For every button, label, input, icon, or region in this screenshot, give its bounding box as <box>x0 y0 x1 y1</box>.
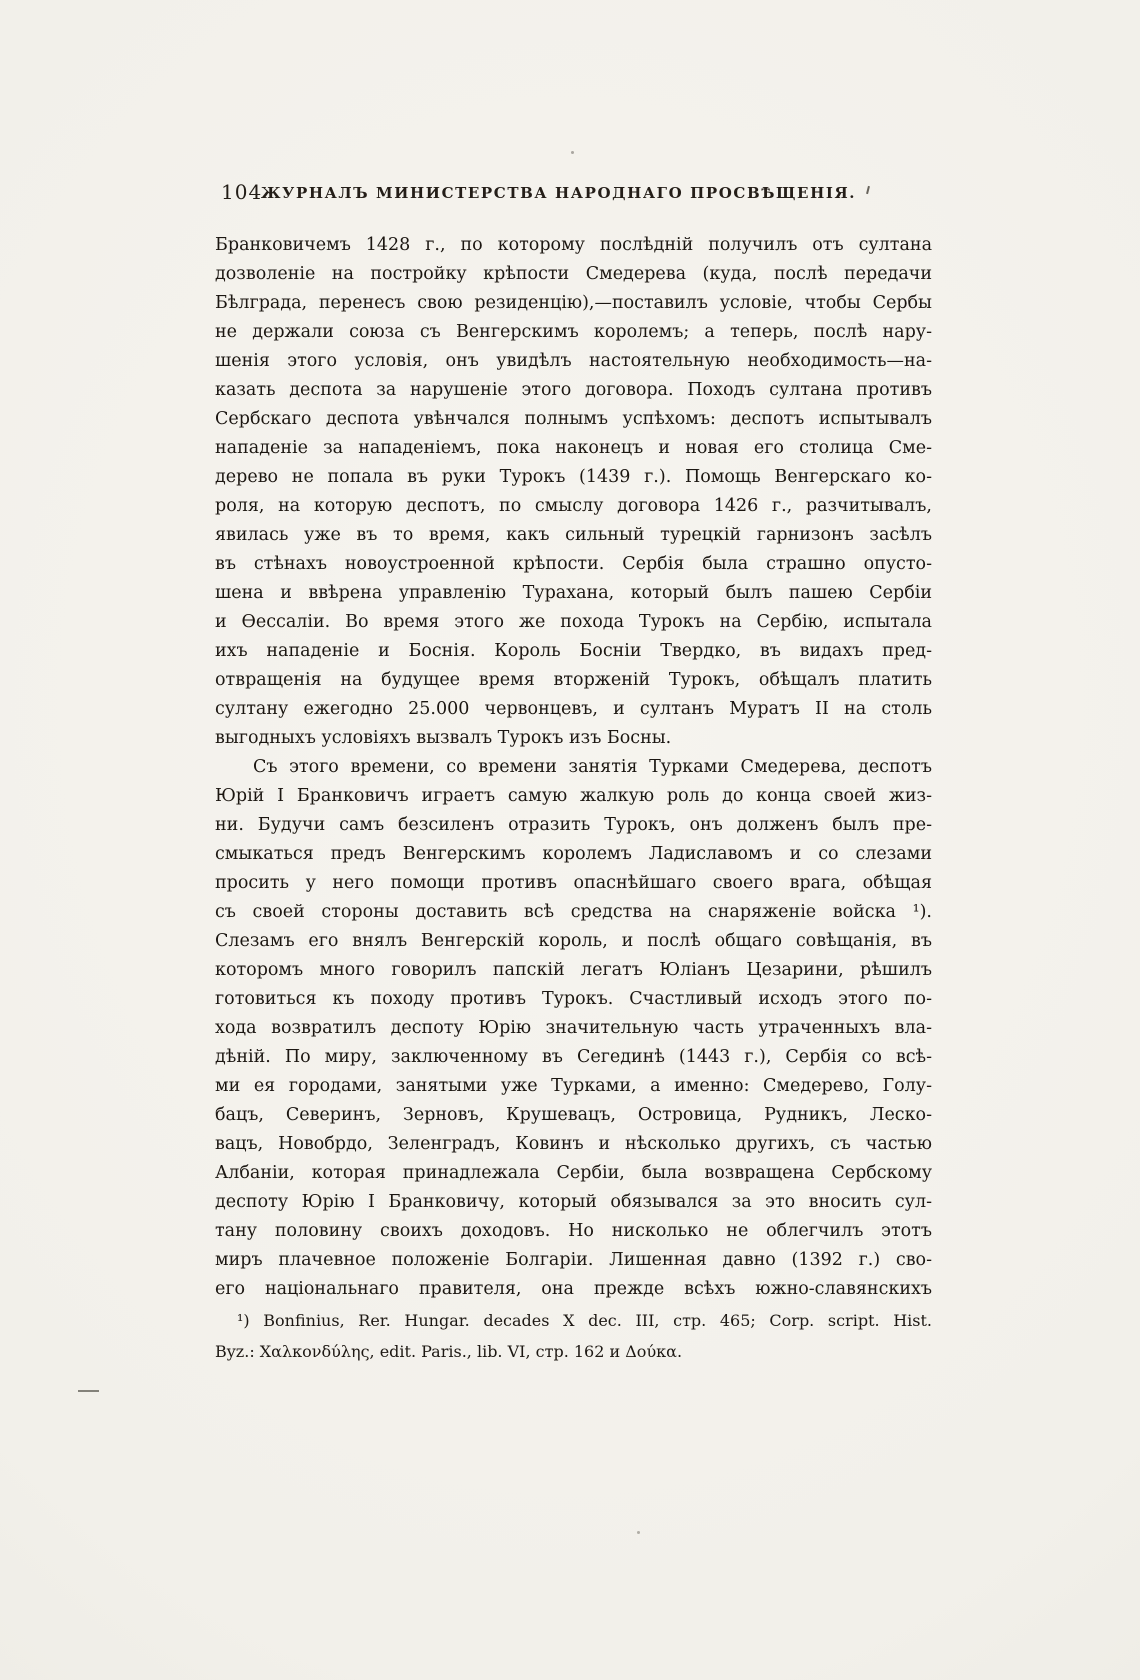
page-header <box>215 180 932 208</box>
text-line: которомъ много говорилъ папскій легатъ Юліанъ Цезарини, рѣшилъ <box>215 960 932 980</box>
text-line: и Ѳессаліи. Во время этого же похода Турокъ на Сербію, испытала <box>215 612 932 632</box>
text-line: съ своей стороны доставить всѣ средства на снаряженіе войска ¹). <box>215 902 932 922</box>
text-line: Слезамъ его внялъ Венгерскій король, и послѣ общаго совѣщанія, въ <box>215 931 932 951</box>
text-line: Съ этого времени, со времени занятія Турками Смедерева, деспотъ <box>253 757 932 777</box>
text-line: Сербскаго деспота увѣнчался полнымъ успѣхомъ: деспотъ испытывалъ <box>215 409 932 429</box>
body-paragraphs <box>215 231 932 1304</box>
text-line: дѣній. По миру, заключенному въ Сегединѣ (1443 г.), Сербія со всѣ- <box>215 1047 932 1067</box>
paragraph <box>215 231 932 753</box>
text-line: Албаніи, которая принадлежала Сербіи, была возвращена Сербскому <box>215 1163 932 1183</box>
text-line: его національнаго правителя, она прежде всѣхъ южно-славянскихъ <box>215 1279 932 1299</box>
text-line: явилась уже въ то время, какъ сильный турецкій гарнизонъ засѣлъ <box>215 525 932 545</box>
text-line: отвращенія на будущее время вторженій Турокъ, обѣщалъ платить <box>215 670 932 690</box>
text-line: смыкаться предъ Венгерскимъ королемъ Ладиславомъ и со слезами <box>215 844 932 864</box>
text-line: ми ея городами, занятыми уже Турками, а именно: Смедерево, Голу- <box>215 1076 932 1096</box>
footnote <box>215 1306 932 1367</box>
text-line: деспоту Юрію I Бранковичу, который обязывался за это вносить сул- <box>215 1192 932 1212</box>
text-line: въ стѣнахъ новоустроенной крѣпости. Сербія была страшно опусто- <box>215 554 932 574</box>
text-line: Юрій I Бранковичъ играетъ самую жалкую роль до конца своей жиз- <box>215 786 932 806</box>
text-line: миръ плачевное положеніе Болгаріи. Лишенная давно (1392 г.) сво- <box>215 1250 932 1270</box>
text-line: ни. Будучи самъ безсиленъ отразить Турокъ, онъ долженъ былъ пре- <box>215 815 932 835</box>
text-line: Бранковичемъ 1428 г., по которому послѣдній получилъ отъ султана <box>215 235 932 255</box>
text-line: не держали союза съ Венгерскимъ королемъ; а теперь, послѣ нару- <box>215 322 932 342</box>
text-line: дозволеніе на постройку крѣпости Смедерева (куда, послѣ передачи <box>215 264 932 284</box>
page-number: 104 <box>221 180 263 204</box>
text-line: ихъ нападеніе и Боснія. Король Босніи Твердко, въ видахъ пред- <box>215 641 932 661</box>
text-line: шена и ввѣрена управленію Турахана, который былъ пашею Сербіи <box>215 583 932 603</box>
scan-speck-bottom <box>637 1531 640 1534</box>
running-title: ЖУРНАЛЪ МИНИСТЕРСТВА НАРОДНАГО ПРОСВѢЩЕНІЯ. <box>260 184 857 202</box>
text-line: роля, на которую деспотъ, по смыслу договора 1426 г., разчитывалъ, <box>215 496 932 516</box>
text-line: дерево не попала въ руки Турокъ (1439 г.). Помощь Венгерскаго ко- <box>215 467 932 487</box>
text-line: Бѣлграда, перенесъ свою резиденцію),—поставилъ условіе, чтобы Сербы <box>215 293 932 313</box>
scan-speck-top <box>571 151 574 154</box>
footnote-line: Byz.: Χαλκονδύλης, edit. Paris., lib. VI, стр. 162 и Δούκα. <box>215 1341 683 1361</box>
text-line: выгодныхъ условіяхъ вызвалъ Турокъ изъ Босны. <box>215 728 672 748</box>
text-line: шенія этого условія, онъ увидѣлъ настоятельную необходимость—на- <box>215 351 932 371</box>
text-line: готовиться къ походу противъ Турокъ. Счастливый исходъ этого по- <box>215 989 932 1009</box>
text-line: султану ежегодно 25.000 червонцевъ, и султанъ Муратъ II на столь <box>215 699 932 719</box>
text-line: вацъ, Новобрдо, Зеленградъ, Ковинъ и нѣсколько другихъ, съ частью <box>215 1134 932 1154</box>
text-line: просить у него помощи противъ опаснѣйшаго своего врага, обѣщая <box>215 873 932 893</box>
footnote-line: ¹) Bonfinius, Rer. Hungar. decades X dec. III, стр. 465; Corp. script. Hist. <box>237 1311 932 1330</box>
scan-dash-left-margin <box>78 1390 99 1392</box>
text-line: бацъ, Северинъ, Зерновъ, Крушевацъ, Островица, Рудникъ, Леско- <box>215 1105 932 1125</box>
text-line: нападеніе за нападеніемъ, пока наконецъ и новая его столица Сме- <box>215 438 932 458</box>
text-line: хода возвратилъ деспоту Юрію значительную часть утраченныхъ вла- <box>215 1018 932 1038</box>
paragraph <box>215 753 932 1304</box>
text-line: тану половину своихъ доходовъ. Но нисколько не облегчилъ этотъ <box>215 1221 932 1241</box>
text-line: казать деспота за нарушеніе этого договора. Походъ султана противъ <box>215 380 932 400</box>
